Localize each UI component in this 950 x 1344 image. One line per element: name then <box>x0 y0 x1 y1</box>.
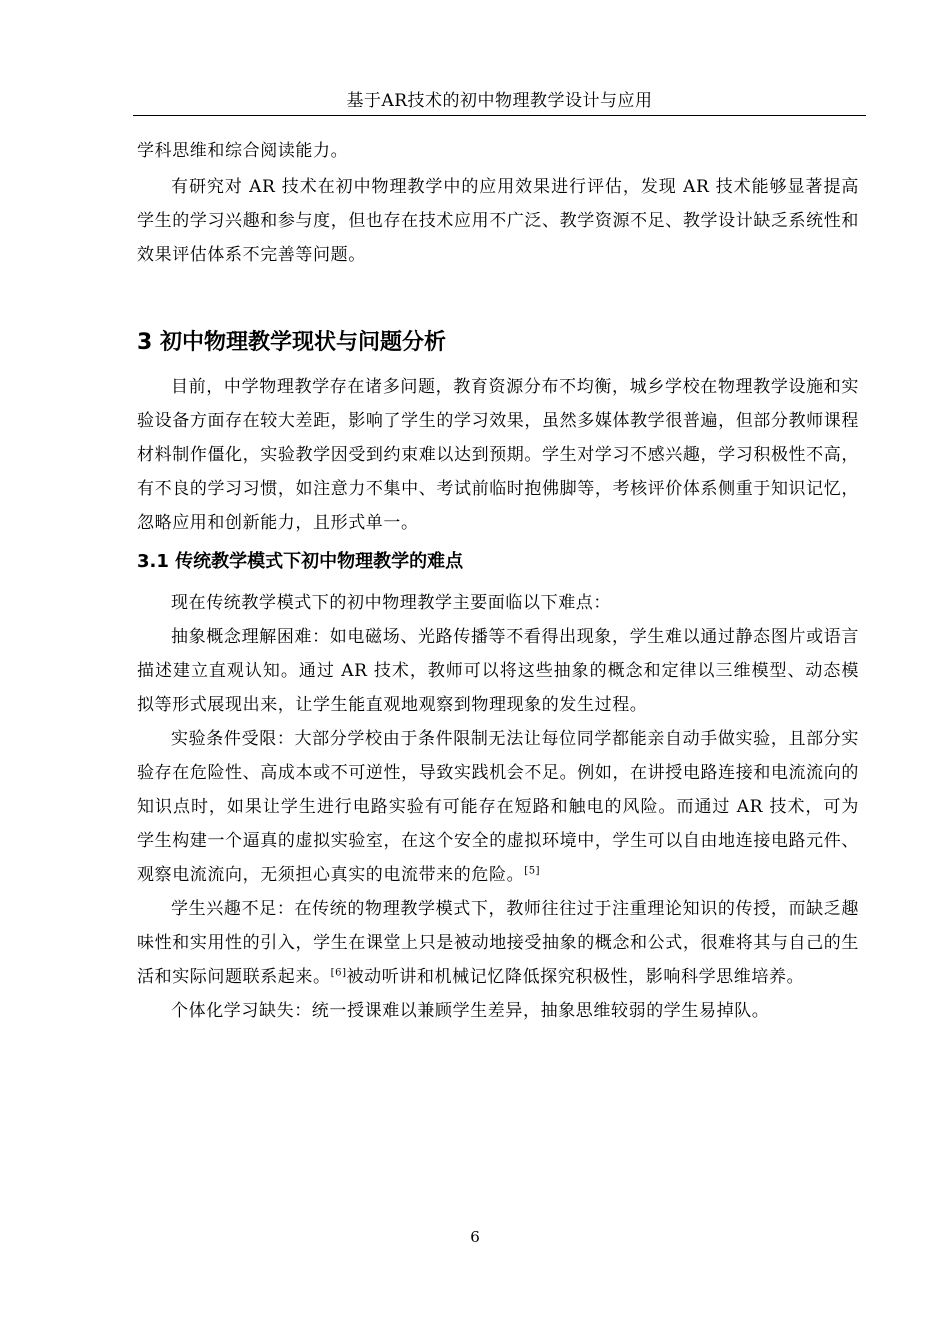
section-3-heading: 3 初中物理教学现状与问题分析 <box>137 330 446 355</box>
page-number: 6 <box>470 1228 480 1246</box>
paragraph-ar-research: 有研究对 AR 技术在初中物理教学中的应用效果进行评估，发现 AR 技术能够显著提高学生的学习兴趣和参与度，但也存在技术应用不广泛、教学资源不足、教学设计缺乏系统性和效果评估体系不完善等问题。 <box>137 177 859 265</box>
student-interest-text: 学生兴趣不足：在传统的物理教学模式下，教师往往过于注重理论知识的传授，而缺乏趣味性和实用性的引入，学生在课堂上只是被动地接受抽象的概念和公式，很难将其与自己的生活和实际问题联系起来。 <box>137 899 859 987</box>
paragraph-individualized-learning: 个体化学习缺失：统一授课难以兼顾学生差异，抽象思维较弱的学生易掉队。 <box>171 1001 770 1021</box>
section-3-1-heading: 3.1 传统教学模式下初中物理教学的难点 <box>137 551 464 572</box>
citation-5: [5] <box>524 865 541 877</box>
page-body <box>137 134 859 1028</box>
citation-6: [6] <box>330 967 347 979</box>
experiment-limits-text: 实验条件受限：大部分学校由于条件限制无法让每位同学都能亲自动手做实验，且部分实验存在危险性、高成本或不可逆性，导致实践机会不足。例如，在讲授电路连接和电流流向的知识点时，如果让学生进行电路实验有可能存在短路和触电的风险。而通过 AR 技术，可为学生构建一个逼真的虚拟实验室，在这个安全的虚拟环境中，学生可以自由地连接电路元件、观察电流流向，无须担心真实的电流带来的危险。 <box>137 729 859 885</box>
paragraph-abstract-concepts: 抽象概念理解困难：如电磁场、光路传播等不看得出现象，学生难以通过静态图片或语言描述建立直观认知。通过 AR 技术，教师可以将这些抽象的概念和定律以三维模型、动态模拟等形式展现出来，让学生能直观地观察到物理现象的发生过程。 <box>137 627 859 715</box>
paragraph-continued: 学科思维和综合阅读能力。 <box>137 141 349 161</box>
paragraph-experiment-limits <box>137 722 859 892</box>
student-interest-text-cont: 被动听讲和机械记忆降低探究积极性，影响科学思维培养。 <box>346 967 805 987</box>
running-header: 基于AR技术的初中物理教学设计与应用 <box>133 88 866 116</box>
paragraph-student-interest <box>137 892 859 994</box>
paragraph-current-status: 目前，中学物理教学存在诸多问题，教育资源分布不均衡，城乡学校在物理教学设施和实验设备方面存在较大差距，影响了学生的学习效果，虽然多媒体教学很普遍，但部分教师课程材料制作僵化，实验教学因受到约束难以达到预期。学生对学习不感兴趣，学习积极性不高，有不良的学习习惯，如注意力不集中、考试前临时抱佛脚等，考核评价体系侧重于知识记忆，忽略应用和创新能力，且形式单一。 <box>137 377 859 533</box>
paragraph-difficulties-intro: 现在传统教学模式下的初中物理教学主要面临以下难点： <box>171 593 611 613</box>
